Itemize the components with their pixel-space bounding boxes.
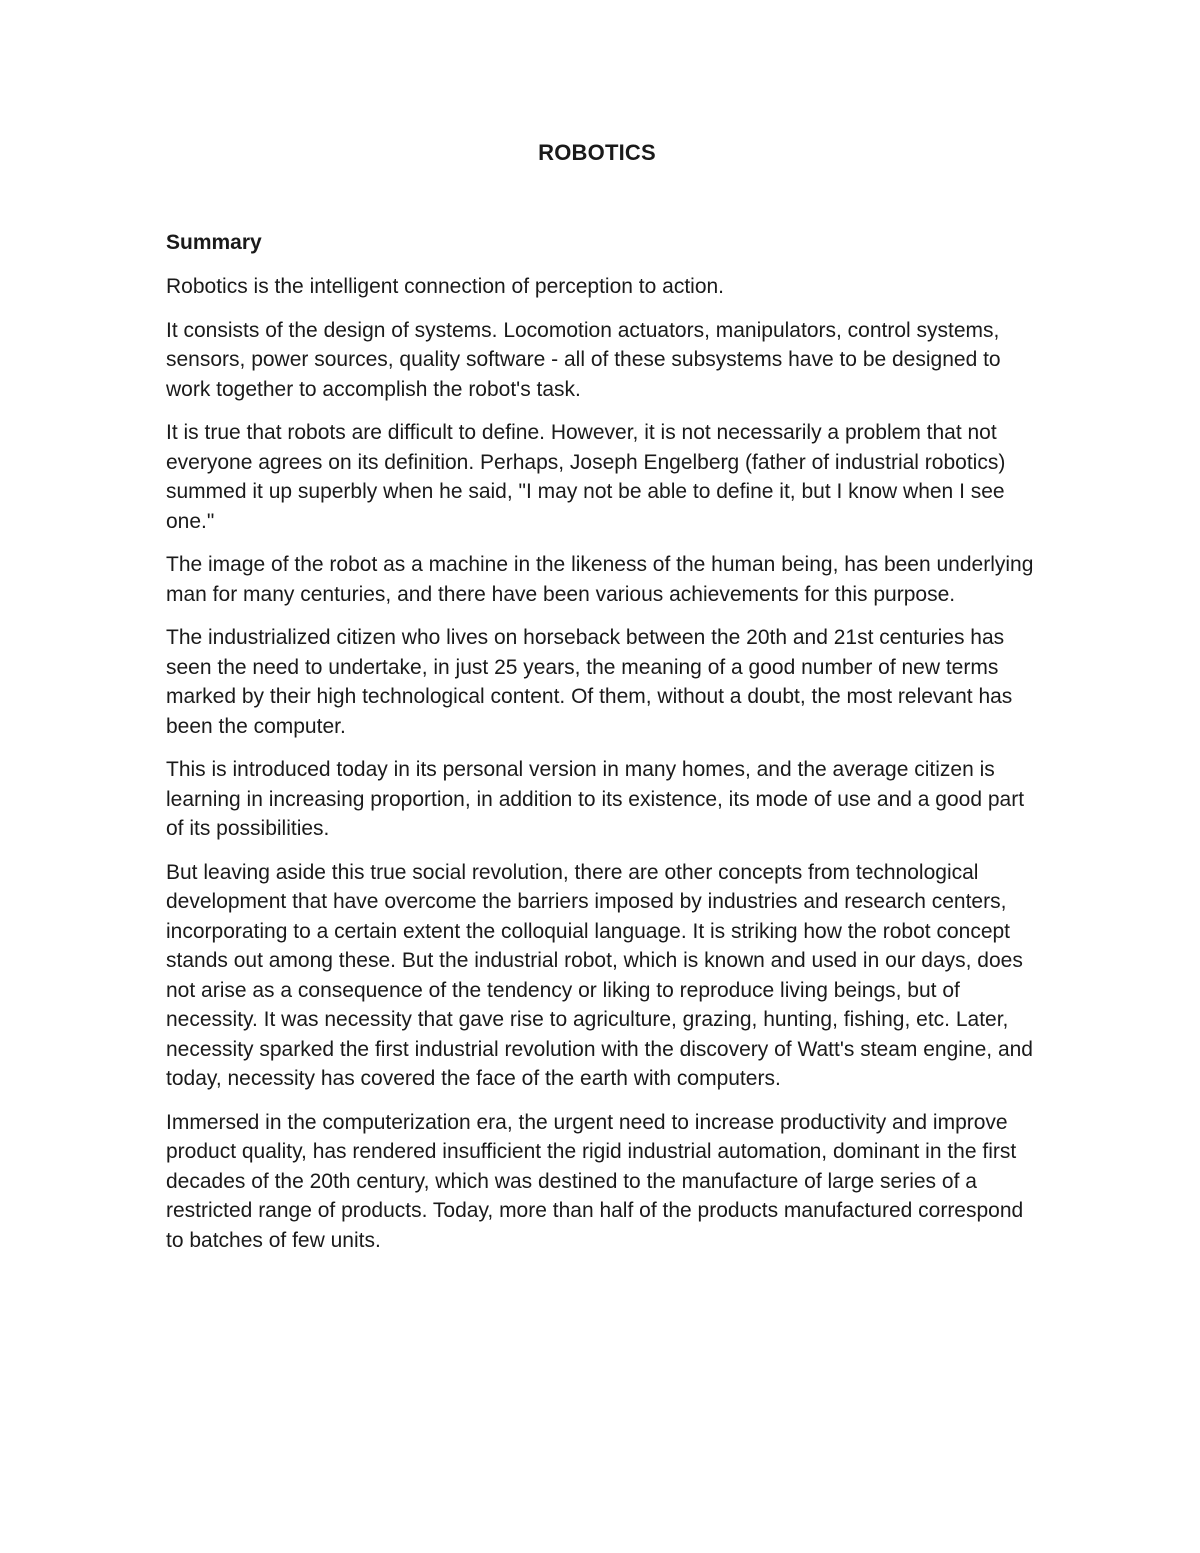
paragraph-5: The industrialized citizen who lives on horseback between the 20th and 21st centuries has seen the need to undertake, in just 25 years, the meaning of a good number of new terms marked by their high technological content. Of them, without a doubt, the most relevant has been the computer. — [166, 626, 1013, 738]
document-title: ROBOTICS — [538, 140, 656, 165]
paragraph-4: The image of the robot as a machine in the likeness of the human being, has been underlying man for many centuries, and there have been various achievements for this purpose. — [166, 553, 1034, 606]
paragraph-1: Robotics is the intelligent connection of perception to action. — [166, 275, 725, 298]
document-body — [166, 228, 1046, 1269]
paragraph-3: It is true that robots are difficult to define. However, it is not necessarily a problem that not everyone agrees on its definition. Perhaps, Joseph Engelberg (father of industrial robotics) summed it up superbly when he said, "I may not be able to define it, but I know when I see one." — [166, 421, 1006, 533]
paragraph-2: It consists of the design of systems. Locomotion actuators, manipulators, control systems, sensors, power sources, quality software - all of these subsystems have to be designed to work together to accomplish the robot's task. — [166, 318, 1001, 401]
paragraph-7: But leaving aside this true social revolution, there are other concepts from technological development that have overcome the barriers imposed by industries and research centers, incorporating to a certain extent the colloquial language. It is striking how the robot concept stands out among these. But the industrial robot, which is known and used in our days, does not arise as a consequence of the tendency or liking to reproduce living beings, but of necessity. It was necessity that gave rise to agriculture, grazing, hunting, fishing, etc. Later, necessity sparked the first industrial revolution with the discovery of Watt's steam engine, and today, necessity has covered the face of the earth with computers. — [166, 860, 1033, 1090]
section-heading: Summary — [166, 231, 262, 254]
paragraph-8: Immersed in the computerization era, the urgent need to increase productivity and improve product quality, has rendered insufficient the rigid industrial automation, dominant in the first decades of the 20th century, which was destined to the manufacture of large series of a restricted range of products. Today, more than half of the products manufactured correspond to batches of few units. — [166, 1110, 1024, 1252]
paragraph-6: This is introduced today in its personal version in many homes, and the average citizen is learning in increasing proportion, in addition to its existence, its mode of use and a good part of its possibilities. — [166, 758, 1025, 840]
